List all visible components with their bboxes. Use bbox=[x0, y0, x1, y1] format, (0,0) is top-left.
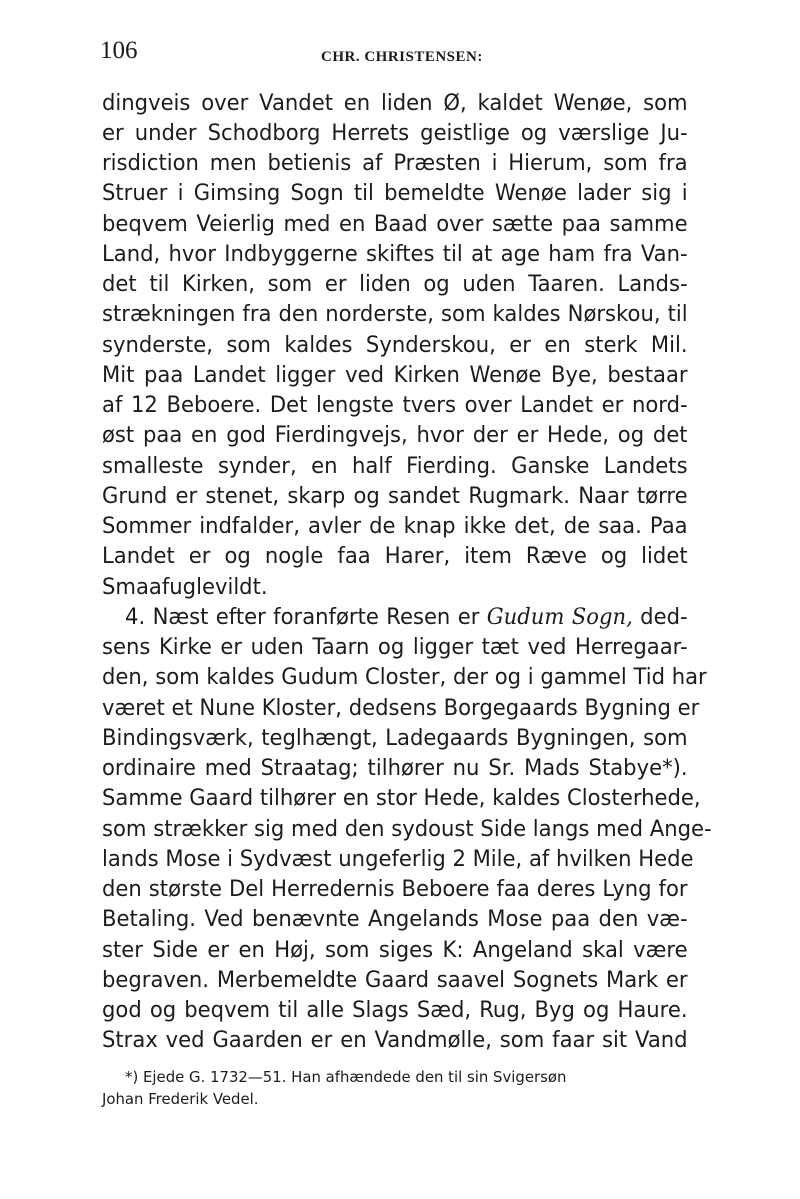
footnote-line: *) Ejede G. 1732—51. Han afhændede den til sin Svigersøn bbox=[125, 1068, 567, 1086]
text-run: 4. Næst efter foranførte Resen er bbox=[125, 605, 487, 630]
text-line: risdiction men betienis af Præsten i Hierum, som fra bbox=[102, 151, 688, 176]
text-line: Landet er og nogle faa Harer, item Ræve og lidet bbox=[102, 544, 688, 569]
text-line: Samme Gaard tilhører en stor Hede, kaldes Closterhede, bbox=[102, 786, 701, 811]
text-line: beqvem Veierlig med en Baad over sætte paa samme bbox=[102, 212, 688, 237]
text-line: smalleste synder, en half Fierding. Ganske Landets bbox=[102, 454, 688, 479]
text-line: strækningen fra den norderste, som kaldes Nørskou, til bbox=[102, 302, 688, 327]
page-number: 106 bbox=[100, 37, 138, 64]
text-line: af 12 Beboere. Det lengste tvers over Landet er nord- bbox=[102, 393, 688, 418]
text-line: begraven. Merbemeldte Gaard saavel Sognets Mark er bbox=[102, 968, 688, 993]
text-line: været et Nune Kloster, dedsens Borgegaards Bygning er bbox=[102, 696, 700, 721]
text-line: synderste, som kaldes Synderskou, er en sterk Mil. bbox=[102, 333, 688, 358]
text-line: Betaling. Ved benævnte Angelands Mose paa den væ- bbox=[102, 907, 688, 932]
text-line: er under Schodborg Herrets geistlige og værslige Ju- bbox=[102, 121, 688, 146]
text-line: som strækker sig med den sydoust Side langs med Ange- bbox=[102, 817, 712, 842]
text-line: øst paa en god Fierdingvejs, hvor der er Hede, og det bbox=[102, 423, 688, 448]
text-line: Smaafuglevildt. bbox=[102, 575, 268, 600]
text-line: Strax ved Gaarden er en Vandmølle, som faar sit Vand bbox=[102, 1028, 688, 1053]
text-line: Grund er stenet, skarp og sandet Rugmark. Naar tørre bbox=[102, 484, 688, 509]
text-line: ordinaire med Straatag; tilhører nu Sr. Mads Stabye*). bbox=[102, 756, 688, 781]
text-line: Land, hvor Indbyggerne skiftes til at age ham fra Van- bbox=[102, 242, 688, 267]
paragraph-first-line bbox=[102, 603, 688, 633]
text-line: lands Mose i Sydvæst ungeferlig 2 Mile, af hvilken Hede bbox=[102, 847, 694, 872]
text-run: ded- bbox=[632, 605, 688, 630]
italic-place-name: Gudum Sogn, bbox=[486, 605, 633, 630]
text-line: den, som kaldes Gudum Closter, der og i gammel Tid har bbox=[102, 665, 707, 690]
text-line: Bindingsværk, teglhængt, Ladegaards Bygningen, som bbox=[102, 726, 688, 751]
running-head: CHR. CHRISTENSEN: bbox=[321, 49, 483, 65]
text-line: Struer i Gimsing Sogn til bemeldte Wenøe lader sig i bbox=[102, 181, 688, 206]
text-line: sens Kirke er uden Taarn og ligger tæt ved Herregaar- bbox=[102, 635, 688, 660]
text-line: den største Del Herredernis Beboere faa deres Lyng for bbox=[102, 877, 688, 902]
text-line: Mit paa Landet ligger ved Kirken Wenøe Bye, bestaar bbox=[102, 363, 688, 388]
text-line: dingveis over Vandet en liden Ø, kaldet Wenøe, som bbox=[102, 91, 688, 116]
text-line: det til Kirken, som er liden og uden Taaren. Lands- bbox=[102, 272, 688, 297]
text-line: god og beqvem til alle Slags Sæd, Rug, Byg og Haure. bbox=[102, 998, 688, 1023]
text-line: Sommer indfalder, avler de knap ikke det, de saa. Paa bbox=[102, 514, 688, 539]
footnote-line: Johan Frederik Vedel. bbox=[102, 1090, 259, 1108]
text-line: ster Side er en Høj, som siges K: Angeland skal være bbox=[102, 938, 688, 963]
